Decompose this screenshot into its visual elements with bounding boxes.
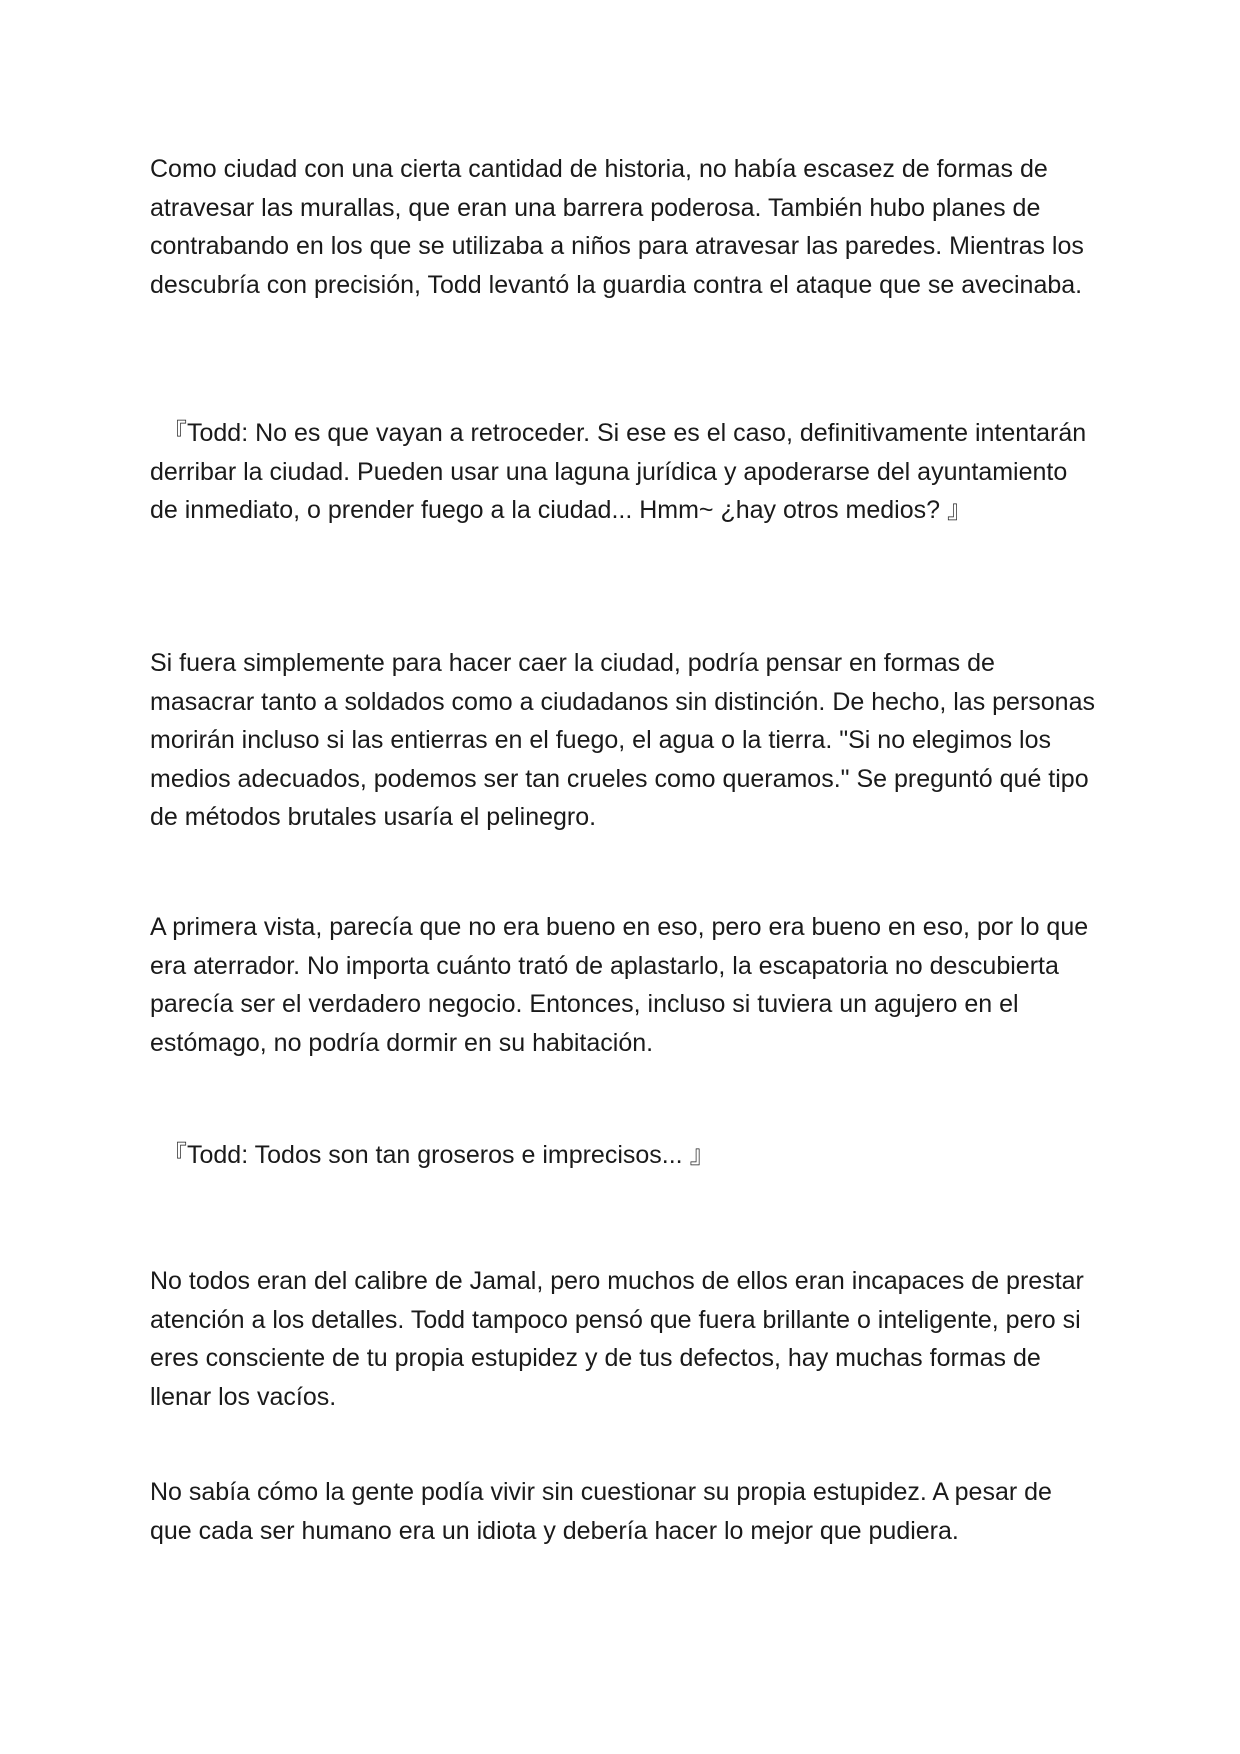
- narration-paragraph: No sabía cómo la gente podía vivir sin cuestionar su propia estupidez. A pesar de que cada ser humano era un idiota y debería hacer lo mejor que pudiera.: [150, 1478, 1052, 1545]
- dialogue-paragraph: 『Todd: Todos son tan groseros e imprecisos... 』: [162, 1141, 715, 1169]
- dialogue-paragraph: 『Todd: No es que vayan a retroceder. Si ese es el caso, definitivamente intentarán derribar la ciudad. Pueden usar una laguna jurídica y apoderarse del ayuntamiento de inmediato, o prender fuego a la ciudad... Hmm~ ¿hay otros medios? 』: [150, 419, 1087, 524]
- narration-paragraph: A primera vista, parecía que no era bueno en eso, pero era bueno en eso, por lo que era aterrador. No importa cuánto trató de aplastarlo, la escapatoria no descubierta parecía ser el verdadero negocio. Entonces, incluso si tuviera un agujero en el estómago, no podría dormir en su habitación.: [150, 913, 1089, 1057]
- narration-paragraph: Como ciudad con una cierta cantidad de historia, no había escasez de formas de atravesar las murallas, que eran una barrera poderosa. También hubo planes de contrabando en los que se utilizaba a niños para atravesar las paredes. Mientras los descubría con precisión, Todd levantó la guardia contra el ataque que se avecinaba.: [150, 155, 1084, 299]
- narration-paragraph: Si fuera simplemente para hacer caer la ciudad, podría pensar en formas de masacrar tanto a soldados como a ciudadanos sin distinción. De hecho, las personas morirán incluso si las entierras en el fuego, el agua o la tierra. "Si no elegimos los medios adecuados, podemos ser tan crueles como queramos." Se preguntó qué tipo de métodos brutales usaría el pelinegro.: [150, 649, 1095, 831]
- narration-paragraph: No todos eran del calibre de Jamal, pero muchos de ellos eran incapaces de prestar atención a los detalles. Todd tampoco pensó que fuera brillante o inteligente, pero si eres consciente de tu propia estupidez y de tus defectos, hay muchas formas de llenar los vacíos.: [150, 1267, 1084, 1411]
